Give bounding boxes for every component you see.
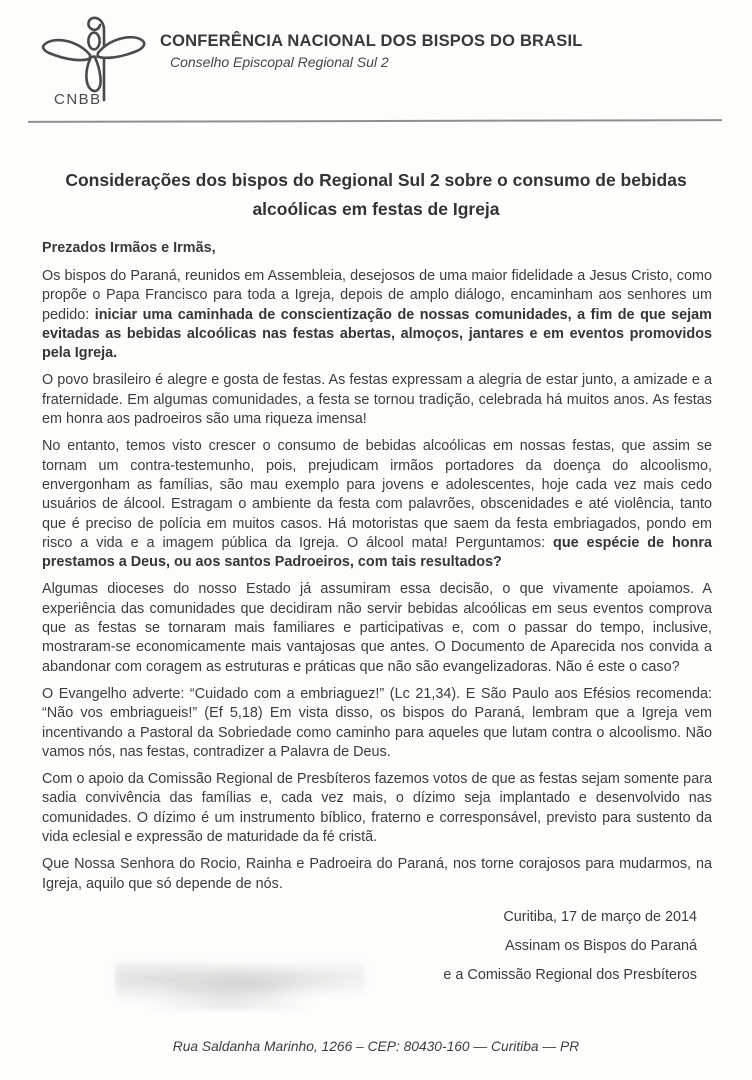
paragraph [42, 770, 712, 847]
organization-block [160, 8, 583, 110]
paragraph-bold-run: iniciar uma caminhada de conscientização de nossas comunidades, a fim de que sejam evitadas as bebidas alcoólicas nas festas abertas, almoços, jantares e em eventos promovidos pela Igreja. [42, 306, 712, 362]
signature-line: e a Comissão Regional dos Presbíteros [443, 966, 697, 983]
paragraph-bold-run: que espécie de honra prestamos a Deus, ou aos santos Padroeiros, com tais resultados? [42, 534, 712, 571]
paragraph-run: Algumas dioceses do nosso Estado já assumiram essa decisão, o que vivamente apoiamos. A experiência das comunidades que decidiram não servir bebidas alcoólicas em seus eventos comprova que as festas se tornaram mais familiares e participativas e, com o passar do tempo, inclusive, mostraram-se economicamente mais vantajosas que antes. O Documento de Aparecida nos convida a abandonar com coragem as estruturas e práticas que não são evangelizadoras. Não é este o caso? [42, 581, 712, 675]
paragraph [42, 371, 712, 429]
letter-body [42, 240, 712, 996]
paragraph-run: Os bispos do Paraná, reunidos em Assembleia, desejosos de uma maior fidelidade a Jesus Cristo, como propõe o Papa Francisco para toda a Igreja, depois de amplo diálogo, encaminham aos senhores um pedido: [42, 268, 712, 323]
signature-place-date: Curitiba, 17 de março de 2014 [503, 908, 697, 925]
organization-name: CONFERÊNCIA NACIONAL DOS BISPOS DO BRASIL [160, 32, 583, 50]
salutation: Prezados Irmãos e Irmãs, [42, 240, 216, 256]
footer-address: Rua Saldanha Marinho, 1266 – CEP: 80430-160 — Curitiba — PR [172, 1039, 580, 1054]
paragraph-run: No entanto, temos visto crescer o consumo de bebidas alcoólicas em nossas festas, que assim se tornam um contra-testemunho, pois, prejudicam irmãos portadores da doença do alcoolismo, envergonham as famílias, são mau exemplo para jovens e adolescentes, hoje cada vez mais cedo usuários de álcool. Estragam o ambiente da festa com palavrões, obscenidades e até violência, tanto que é preciso de polícia em muitos casos. Há motoristas que saem da festa embriagados, pondo em risco a vida e a imagem pública da Igreja. O álcool mata! Perguntamos: [42, 438, 712, 551]
paragraph-run: O povo brasileiro é alegre e gosta de festas. As festas expressam a alegria de estar junto, a amizade e a fraternidade. Em algumas comunidades, a festa se tornou tradição, celebrada há muitos anos. As festas em honra aos padroeiros são uma riqueza imensa! [42, 372, 712, 428]
organization-subtitle: Conselho Episcopal Regional Sul 2 [170, 54, 389, 70]
scan-bleed-artifact [115, 962, 365, 1010]
signature-line: Assinam os Bispos do Paraná [505, 937, 697, 954]
header-divider [28, 119, 722, 123]
document-title: Considerações dos bispos do Regional Sul 2 sobre o consumo de bebidas alcoólicas em festas de Igreja [65, 170, 687, 219]
cnbb-logo [38, 8, 150, 110]
paragraph [42, 580, 712, 676]
cnbb-logo-label: CNBB [54, 91, 102, 108]
paragraph [42, 685, 712, 762]
paragraphs-container [42, 267, 712, 894]
paragraph-run: O Evangelho adverte: “Cuidado com a embriaguez!” (Lc 21,34). E São Paulo aos Efésios recomenda: “Não vos embriagueis!” (Ef 5,18) Em vista disso, os bispos do Paraná, lembram que a Igreja vem incentivando a Pastoral da Sobriedade como caminho para aqueles que lutam contra o alcoolismo. Não vamos nós, nas festas, contradizer a Palavra de Deus. [42, 685, 712, 760]
paragraph [42, 437, 712, 572]
paragraph [42, 267, 712, 363]
paragraph-run: Que Nossa Senhora do Rocio, Rainha e Padroeira do Paraná, nos torne corajosos para mudarmos, na Igreja, aquilo que só depende de nós. [42, 856, 712, 892]
paragraph [42, 855, 712, 894]
paragraph-run: Com o apoio da Comissão Regional de Presbíteros fazemos votos de que as festas sejam somente para sadia convivência das famílias e, cada vez mais, o dízimo seja implantado e desenvolvido nas comunidades. O dízimo é um instrumento bíblico, fraterno e corresponsável, previsto para sustento da vida eclesial e expressão de maturidade da fé cristã. [42, 771, 712, 846]
letterhead [38, 8, 722, 110]
